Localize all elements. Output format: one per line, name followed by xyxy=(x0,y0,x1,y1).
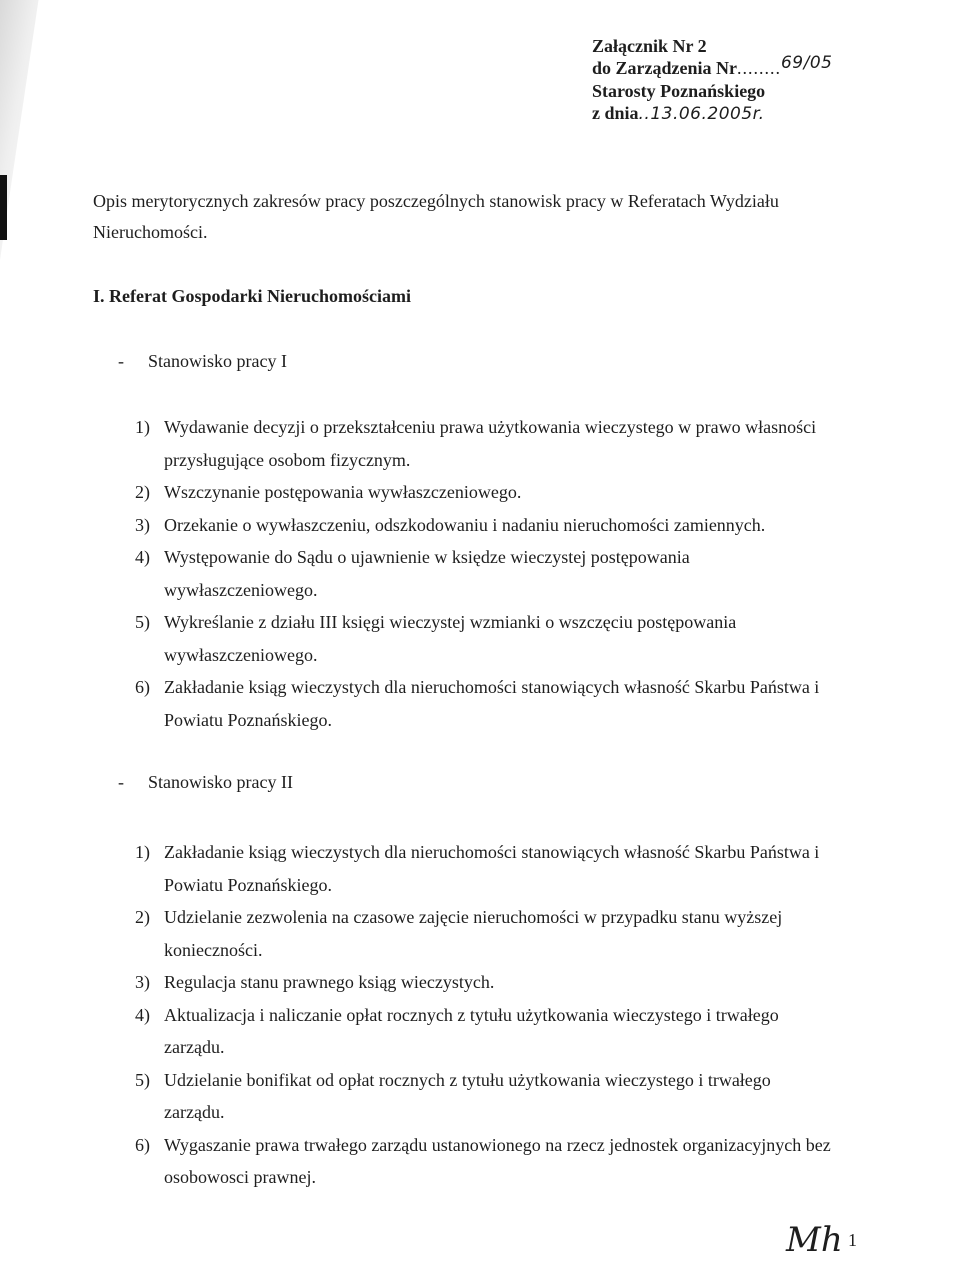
item-text: Aktualizacja i naliczanie opłat rocznych z tytułu użytkowania wieczystego i trwałego zarządu. xyxy=(164,1004,779,1057)
item-text: Udzielanie zezwolenia na czasowe zajęcie nieruchomości w przypadku stanu wyższej konieczności. xyxy=(164,907,783,960)
item-text: Występowanie do Sądu o ujawnienie w księdze wieczystej postępowania wywłaszczeniowego. xyxy=(164,547,690,600)
item-number: 6) xyxy=(135,1134,150,1155)
section-title: I. Referat Gospodarki Nieruchomościami xyxy=(93,286,411,306)
list-item xyxy=(135,606,835,671)
scan-shadow xyxy=(0,0,70,260)
handwritten-ordinance-number: 69/05 xyxy=(780,53,833,73)
item-text: Wygaszanie prawa trwałego zarządu ustanowionego na rzecz jednostek organizacyjnych bez osobowosci prawnej. xyxy=(164,1134,831,1187)
item-number: 1) xyxy=(135,842,150,862)
item-number: 3) xyxy=(135,972,150,992)
header-line-4 xyxy=(592,102,832,125)
post-2-list xyxy=(135,836,835,1194)
item-number: 4) xyxy=(135,547,150,567)
item-number: 5) xyxy=(135,612,150,632)
item-number: 6) xyxy=(135,677,150,697)
list-item xyxy=(135,1064,835,1129)
item-number: 4) xyxy=(135,1004,150,1025)
item-text: Wykreślanie z działu III księgi wieczystej wzmianki o wszczęciu postępowania wywłaszczeniowego. xyxy=(164,612,737,665)
handwritten-signature: Mh xyxy=(786,1220,843,1260)
header-line-2 xyxy=(592,53,833,80)
post-1-list xyxy=(135,411,835,736)
post-1-heading xyxy=(118,351,287,372)
header-line-3: Starosty Poznańskiego xyxy=(592,81,766,101)
item-text: Wszczynanie postępowania wywłaszczeniowego. xyxy=(164,482,522,502)
post-1-title: Stanowisko pracy I xyxy=(148,351,287,371)
item-number: 1) xyxy=(135,417,150,437)
header-ordinance-label: do Zarządzenia Nr xyxy=(592,58,737,78)
list-item xyxy=(135,671,835,736)
scan-edge-mark xyxy=(0,175,7,240)
dash-bullet: - xyxy=(118,351,124,371)
list-item xyxy=(135,509,835,542)
item-text: Orzekanie o wywłaszczeniu, odszkodowaniu i nadaniu nieruchomości zamiennych. xyxy=(164,514,766,535)
header-date-label: z dnia xyxy=(592,103,639,123)
item-text: Udzielanie bonifikat od opłat rocznych z tytułu użytkowania wieczystego i trwałego zarządu. xyxy=(164,1069,771,1122)
handwritten-date: ..13.06.2005r. xyxy=(638,104,765,124)
post-2-heading xyxy=(118,772,293,793)
item-number: 2) xyxy=(135,907,150,927)
list-item xyxy=(135,411,835,476)
dash-bullet: - xyxy=(118,772,124,792)
list-item xyxy=(135,999,835,1064)
list-item xyxy=(135,476,835,509)
item-text: Zakładanie ksiąg wieczystych dla nieruchomości stanowiących własność Skarbu Państwa i Powiatu Poznańskiego. xyxy=(164,842,820,895)
attachment-header xyxy=(592,35,832,125)
item-number: 3) xyxy=(135,514,150,535)
item-text: Zakładanie ksiąg wieczystych dla nieruchomości stanowiących własność Skarbu Państwa i Powiatu Poznańskiego. xyxy=(164,677,820,730)
header-dots: ........ xyxy=(736,58,781,78)
list-item xyxy=(135,1129,835,1194)
intro-paragraph: Opis merytorycznych zakresów pracy poszczególnych stanowisk pracy w Referatach Wydziału Nieruchomości. xyxy=(93,191,779,242)
list-item xyxy=(135,966,835,999)
post-2-title: Stanowisko pracy II xyxy=(148,772,293,792)
item-number: 5) xyxy=(135,1069,150,1090)
header-line-1: Załącznik Nr 2 xyxy=(592,36,707,56)
item-number: 2) xyxy=(135,482,150,502)
list-item xyxy=(135,541,835,606)
list-item xyxy=(135,901,835,966)
page-number: 1 xyxy=(848,1230,857,1250)
list-item xyxy=(135,836,835,901)
item-text: Wydawanie decyzji o przekształceniu prawa użytkowania wieczystego w prawo własności przysługujące osobom fizycznym. xyxy=(164,417,817,470)
item-text: Regulacja stanu prawnego ksiąg wieczystych. xyxy=(164,972,495,992)
